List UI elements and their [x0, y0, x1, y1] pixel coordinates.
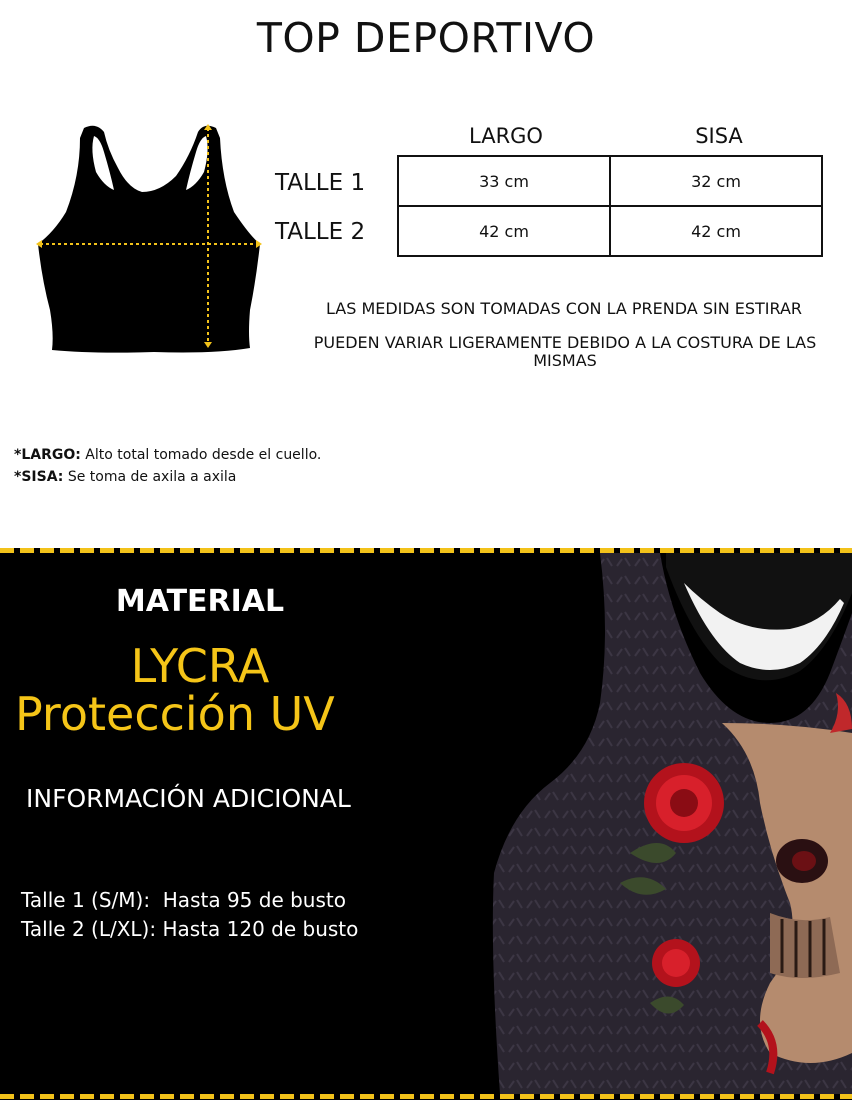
column-header-sisa: SISA: [695, 124, 743, 148]
cell-talle-1-largo: 33 cm: [398, 156, 610, 206]
variation-note-line-1: PUEDEN VARIAR LIGERAMENTE DEBIDO A LA COSTURA DE LAS: [313, 333, 817, 352]
sports-top-diagram-icon: [34, 120, 266, 360]
cell-talle-1-sisa: 32 cm: [610, 156, 822, 206]
row-header-talle-2: TALLE 2: [275, 219, 366, 245]
page-title: TOP DEPORTIVO: [256, 14, 596, 62]
definitions: [14, 444, 321, 488]
table-row: [398, 156, 822, 206]
variation-note-line-2: MISMAS: [533, 351, 597, 370]
material-heading: MATERIAL: [115, 584, 285, 619]
cell-talle-2-largo: 42 cm: [398, 206, 610, 256]
column-header-largo: LARGO: [469, 124, 543, 148]
variation-note: [284, 334, 846, 370]
skull-rose-top-photo: [470, 553, 852, 1094]
definition-largo: [14, 444, 321, 466]
size-bust-line-2: Talle 2 (L/XL): Hasta 120 de busto: [21, 917, 359, 941]
material-feature: Protección UV: [15, 687, 335, 741]
measurement-note: LAS MEDIDAS SON TOMADAS CON LA PRENDA SIN ESTIRAR: [325, 299, 803, 318]
size-bust-line-1: Talle 1 (S/M): Hasta 95 de busto: [21, 888, 346, 912]
definition-text: Alto total tomado desde el cuello.: [80, 447, 322, 463]
definition-sisa: [14, 466, 321, 488]
size-bust-info: [21, 886, 358, 944]
row-header-talle-1: TALLE 1: [275, 170, 366, 196]
definition-text: Se toma de axila a axila: [63, 469, 237, 485]
dashed-divider-bottom: [0, 1094, 852, 1099]
table-row: [398, 206, 822, 256]
cell-talle-2-sisa: 42 cm: [610, 206, 822, 256]
additional-info-heading: INFORMACIÓN ADICIONAL: [26, 784, 351, 813]
definition-term: *LARGO:: [14, 447, 81, 463]
size-table: [397, 155, 823, 257]
material-name: LYCRA: [130, 639, 270, 693]
definition-term: *SISA:: [14, 469, 64, 485]
